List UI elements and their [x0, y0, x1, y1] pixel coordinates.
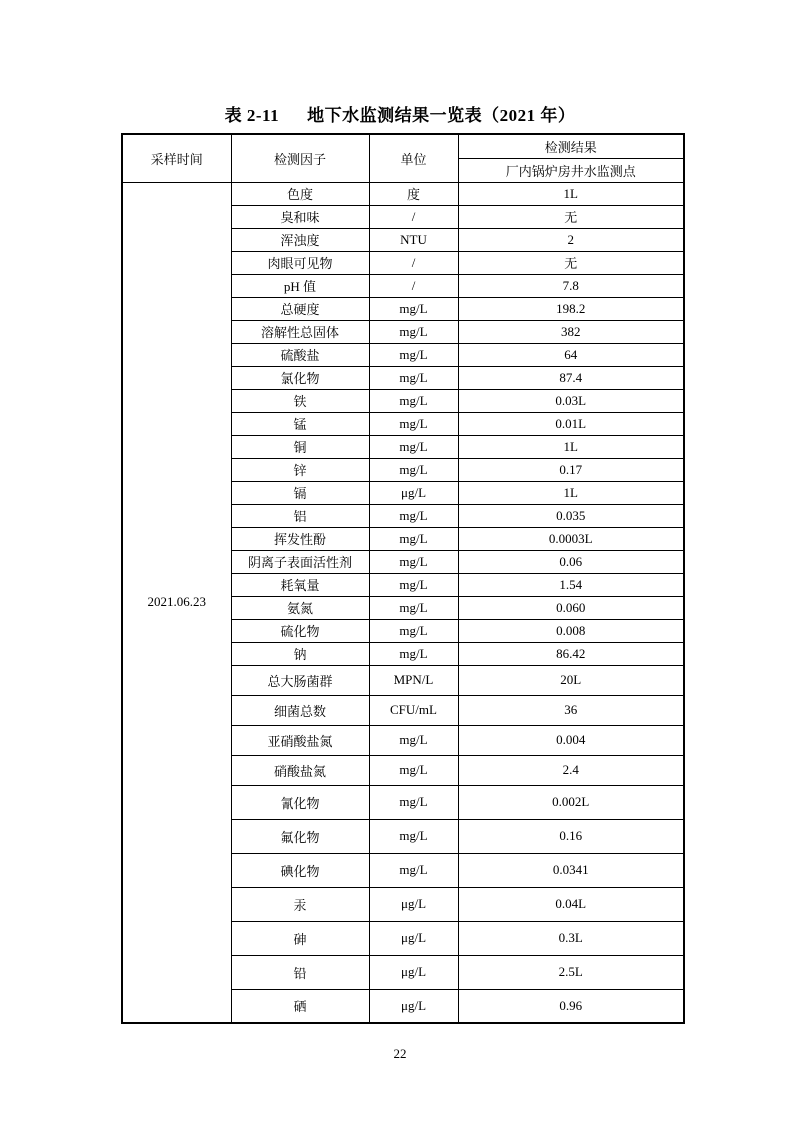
unit-cell: mg/L — [369, 619, 458, 642]
factor-cell: 氟化物 — [231, 819, 369, 853]
result-cell: 0.01L — [458, 412, 684, 435]
result-cell: 无 — [458, 205, 684, 228]
factor-cell: 挥发性酚 — [231, 527, 369, 550]
factor-cell: 氰化物 — [231, 785, 369, 819]
header-sampling-time: 采样时间 — [122, 134, 231, 182]
unit-cell: mg/L — [369, 573, 458, 596]
unit-cell: mg/L — [369, 343, 458, 366]
unit-cell: mg/L — [369, 320, 458, 343]
factor-cell: 臭和味 — [231, 205, 369, 228]
unit-cell: mg/L — [369, 819, 458, 853]
factor-cell: 镉 — [231, 481, 369, 504]
unit-cell: mg/L — [369, 435, 458, 458]
groundwater-results-table — [121, 133, 685, 1024]
unit-cell: mg/L — [369, 458, 458, 481]
unit-cell: 度 — [369, 182, 458, 205]
result-cell: 0.0341 — [458, 853, 684, 887]
factor-cell: 溶解性总固体 — [231, 320, 369, 343]
factor-cell: 氨氮 — [231, 596, 369, 619]
result-cell: 0.16 — [458, 819, 684, 853]
factor-cell: 耗氧量 — [231, 573, 369, 596]
factor-cell: 铜 — [231, 435, 369, 458]
factor-cell: 总硬度 — [231, 297, 369, 320]
unit-cell: mg/L — [369, 725, 458, 755]
unit-cell: mg/L — [369, 504, 458, 527]
factor-cell: 肉眼可见物 — [231, 251, 369, 274]
unit-cell: / — [369, 205, 458, 228]
result-cell: 0.96 — [458, 989, 684, 1023]
result-cell: 2 — [458, 228, 684, 251]
header-result: 检测结果 — [458, 134, 684, 158]
factor-cell: 氯化物 — [231, 366, 369, 389]
result-cell: 86.42 — [458, 642, 684, 665]
factor-cell: 细菌总数 — [231, 695, 369, 725]
result-cell: 64 — [458, 343, 684, 366]
factor-cell: 钠 — [231, 642, 369, 665]
result-cell: 1L — [458, 435, 684, 458]
unit-cell: μg/L — [369, 955, 458, 989]
unit-cell: mg/L — [369, 366, 458, 389]
factor-cell: 阴离子表面活性剂 — [231, 550, 369, 573]
result-cell: 0.008 — [458, 619, 684, 642]
result-cell: 0.17 — [458, 458, 684, 481]
result-cell: 0.3L — [458, 921, 684, 955]
unit-cell: mg/L — [369, 642, 458, 665]
unit-cell: mg/L — [369, 389, 458, 412]
factor-cell: 硝酸盐氮 — [231, 755, 369, 785]
unit-cell: mg/L — [369, 550, 458, 573]
header-monitoring-point: 厂内锅炉房井水监测点 — [458, 158, 684, 182]
unit-cell: mg/L — [369, 297, 458, 320]
factor-cell: 锌 — [231, 458, 369, 481]
factor-cell: 浑浊度 — [231, 228, 369, 251]
result-cell: 0.004 — [458, 725, 684, 755]
unit-cell: mg/L — [369, 596, 458, 619]
unit-cell: mg/L — [369, 785, 458, 819]
factor-cell: 铅 — [231, 955, 369, 989]
header-row-1 — [122, 134, 684, 158]
factor-cell: 汞 — [231, 887, 369, 921]
result-cell: 0.04L — [458, 887, 684, 921]
result-cell: 36 — [458, 695, 684, 725]
result-cell: 0.06 — [458, 550, 684, 573]
result-cell: 198.2 — [458, 297, 684, 320]
result-cell: 0.060 — [458, 596, 684, 619]
page-number: 22 — [393, 1046, 407, 1061]
result-cell: 0.002L — [458, 785, 684, 819]
factor-cell: 硒 — [231, 989, 369, 1023]
factor-cell: 总大肠菌群 — [231, 665, 369, 695]
factor-cell: 亚硝酸盐氮 — [231, 725, 369, 755]
result-cell: 87.4 — [458, 366, 684, 389]
result-cell: 无 — [458, 251, 684, 274]
factor-cell: 碘化物 — [231, 853, 369, 887]
header-unit: 单位 — [369, 134, 458, 182]
factor-cell: 硫酸盐 — [231, 343, 369, 366]
unit-cell: μg/L — [369, 921, 458, 955]
unit-cell: mg/L — [369, 853, 458, 887]
table-title-text: 地下水监测结果一览表（2021 年） — [307, 106, 576, 125]
unit-cell: / — [369, 274, 458, 297]
result-cell: 2.4 — [458, 755, 684, 785]
header-factor: 检测因子 — [231, 134, 369, 182]
unit-cell: μg/L — [369, 481, 458, 504]
unit-cell: CFU/mL — [369, 695, 458, 725]
result-cell: 0.0003L — [458, 527, 684, 550]
result-cell: 7.8 — [458, 274, 684, 297]
sampling-time-cell: 2021.06.23 — [122, 182, 231, 1023]
result-cell: 382 — [458, 320, 684, 343]
unit-cell: NTU — [369, 228, 458, 251]
result-cell: 0.035 — [458, 504, 684, 527]
result-cell: 1L — [458, 481, 684, 504]
unit-cell: μg/L — [369, 989, 458, 1023]
unit-cell: μg/L — [369, 887, 458, 921]
factor-cell: 铁 — [231, 389, 369, 412]
unit-cell: / — [369, 251, 458, 274]
result-cell: 20L — [458, 665, 684, 695]
factor-cell: 铝 — [231, 504, 369, 527]
table-row — [122, 182, 684, 205]
result-cell: 1.54 — [458, 573, 684, 596]
factor-cell: 砷 — [231, 921, 369, 955]
factor-cell: 硫化物 — [231, 619, 369, 642]
result-cell: 0.03L — [458, 389, 684, 412]
factor-cell: pH 值 — [231, 274, 369, 297]
table-title — [0, 101, 800, 126]
table-title-number: 表 2-11 — [224, 106, 280, 125]
unit-cell: mg/L — [369, 412, 458, 435]
result-cell: 2.5L — [458, 955, 684, 989]
unit-cell: mg/L — [369, 755, 458, 785]
unit-cell: MPN/L — [369, 665, 458, 695]
unit-cell: mg/L — [369, 527, 458, 550]
factor-cell: 色度 — [231, 182, 369, 205]
result-cell: 1L — [458, 182, 684, 205]
factor-cell: 锰 — [231, 412, 369, 435]
